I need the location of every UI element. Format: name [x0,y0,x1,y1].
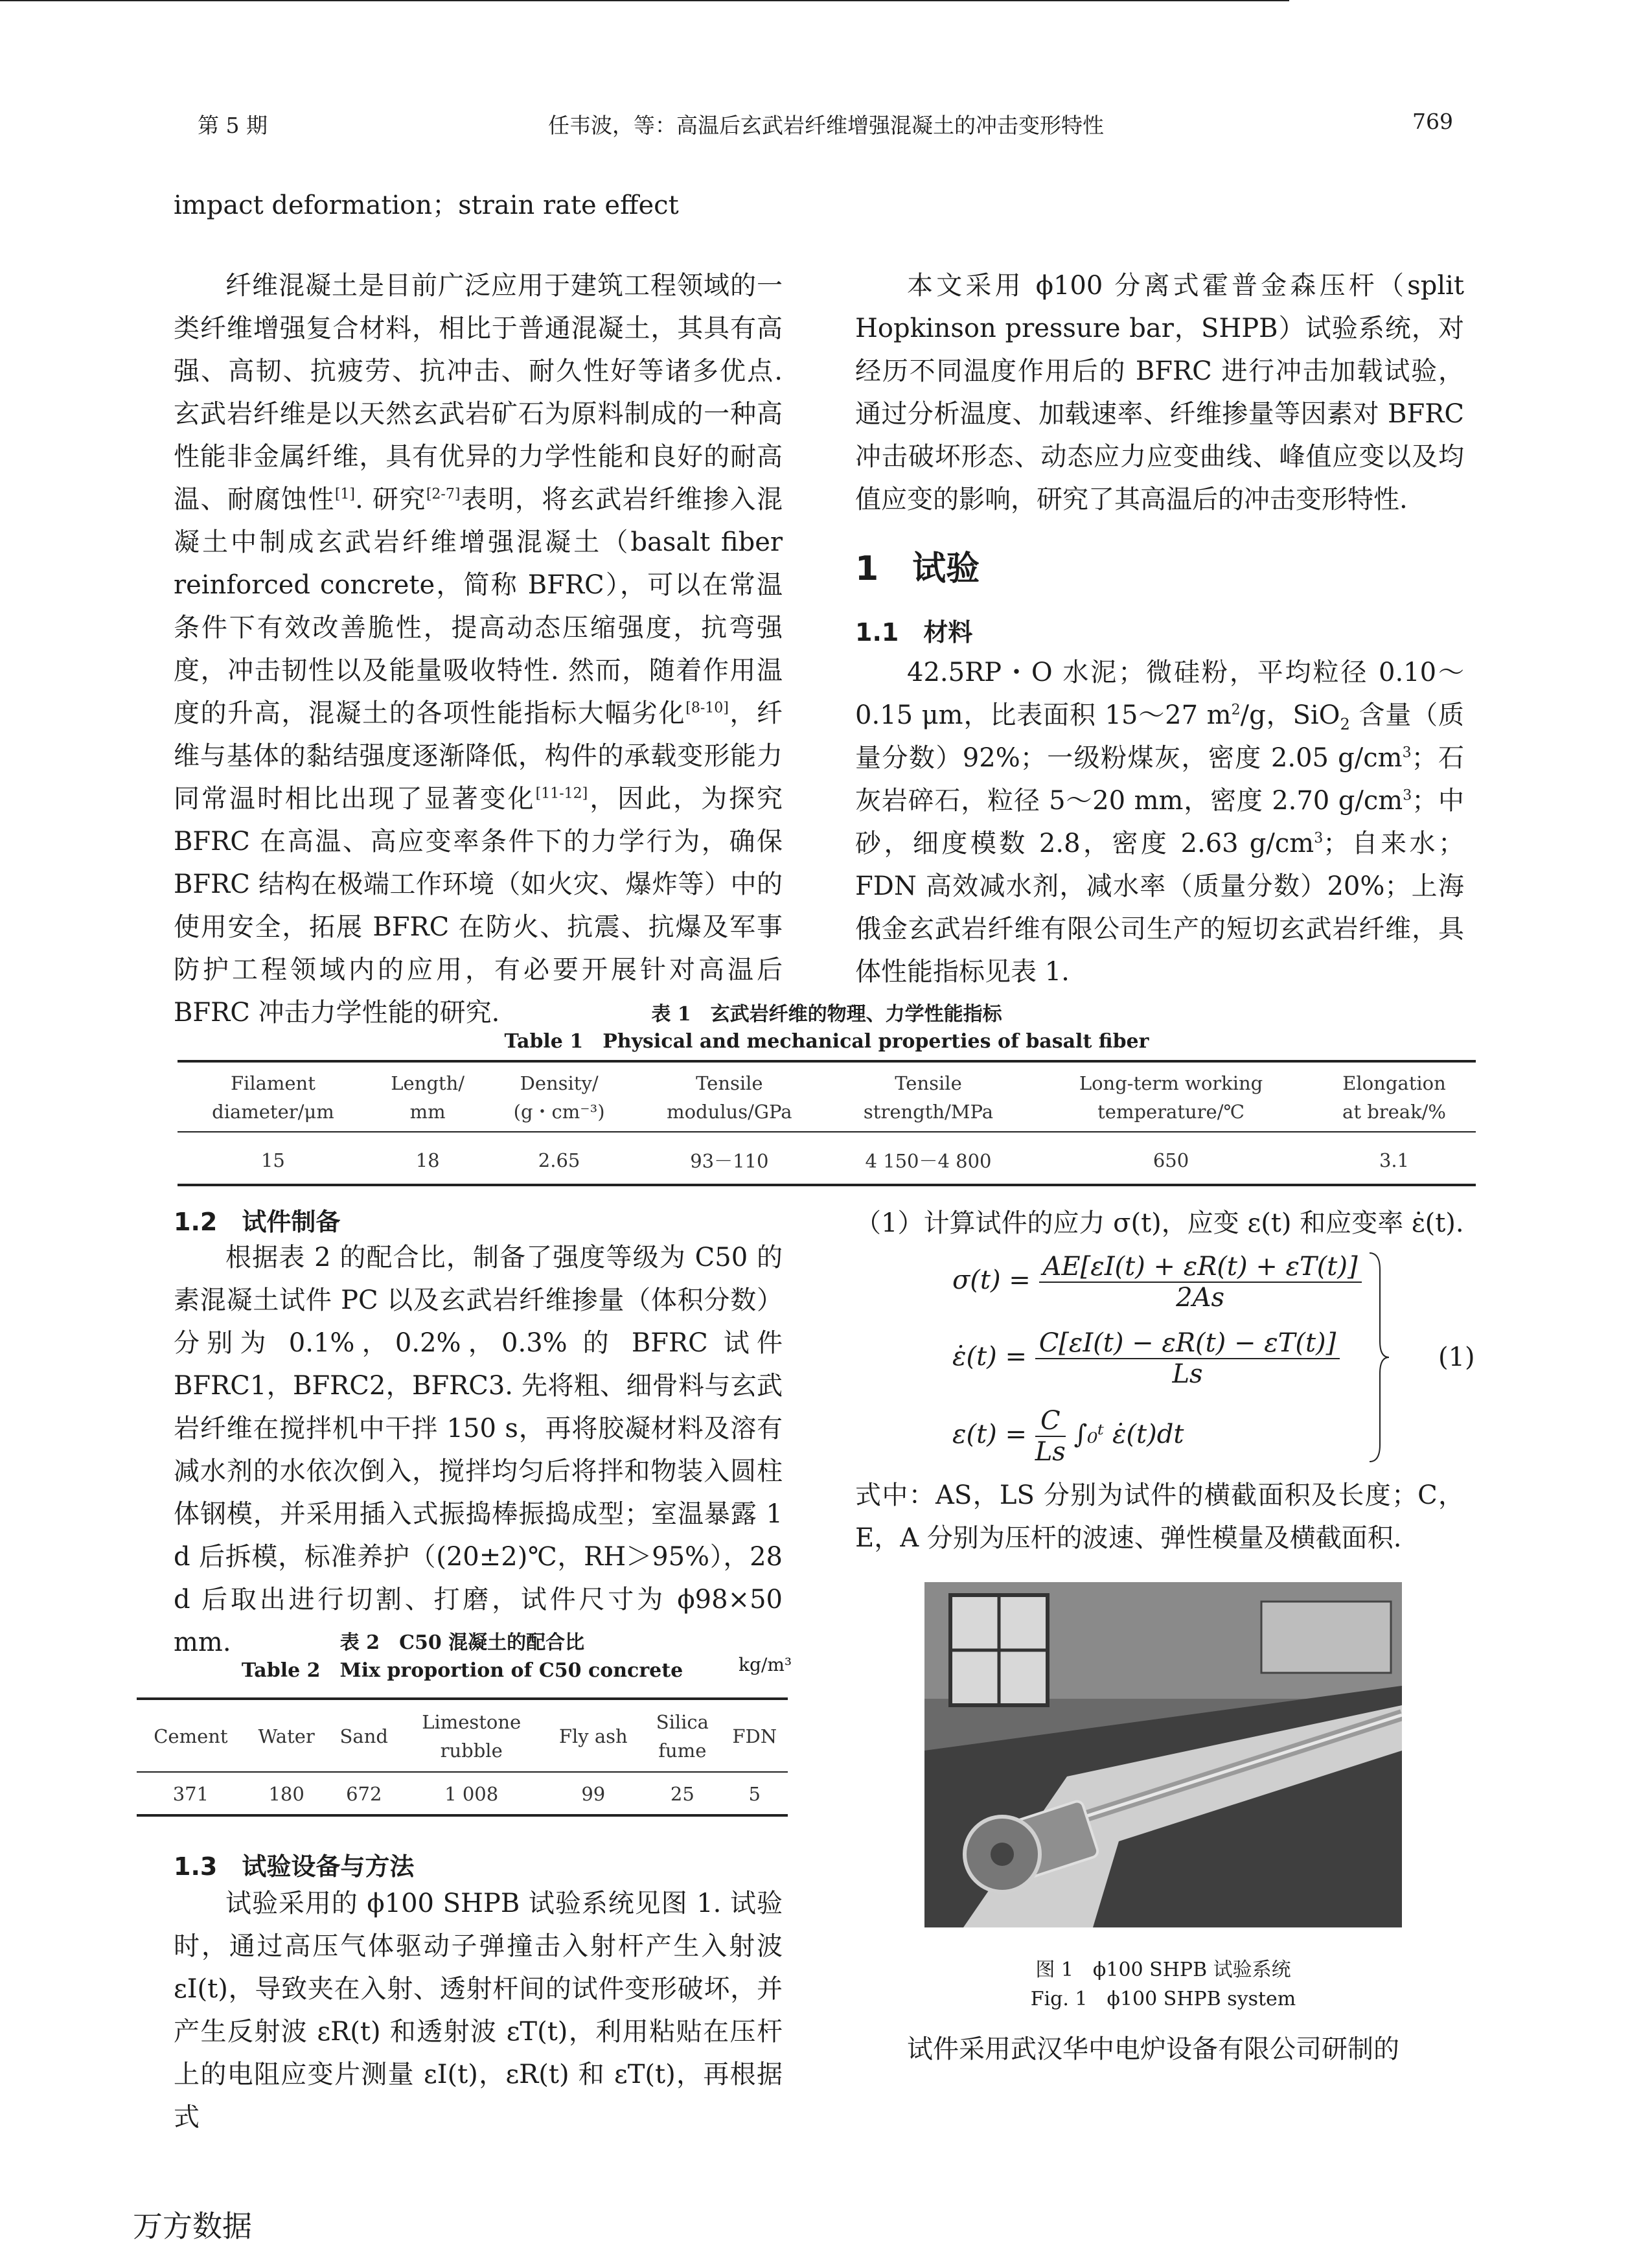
table-cell: 2.65 [487,1132,631,1185]
materials-text: /g，SiO [1240,700,1340,730]
table1-header-cell: Tensile strength/MPa [827,1061,1029,1132]
subscript: 2 [1340,715,1350,733]
intro-text: . 研究 [354,485,426,514]
table2-caption-cn: 表 2 C50 混凝土的配合比 [339,1631,585,1654]
eq-denominator: Ls [1035,1437,1066,1467]
table-cell: 3.1 [1313,1132,1476,1185]
table2-header-cell: Cement [137,1699,245,1772]
right-intro [855,264,1464,521]
preparation-text: 根据表 2 的配合比，制备了强度等级为 C50 的素混凝土试件 PC 以及玄武岩纤维掺量（体积分数）分别为 0.1%，0.2%，0.3% 的 BFRC 试件 BFRC1，BFRC2，BFRC3. 先将粗、细骨料与玄武岩纤维在搅拌机中干拌 150 s，再将胶凝材料及溶有减水剂的水依次倒入，搅拌均匀后将拌和物装入圆柱体钢模，并采用插入式振捣棒振捣成型；室温暴露 1 d 后拆模，标准养护（(20±2)℃，RH＞95%），28 d 后取出进行切割、打磨，试件尺寸为 ϕ98×50 mm. [174,1243,783,1657]
intro-text: ，纤维与基体的黏结强度逐渐降低，构件的承载变形能力同常温时相比出现了显著变化 [174,698,783,814]
superscript: 3 [1402,744,1412,761]
equation-brace [1367,1250,1393,1464]
running-head-issue: 第 5 期 [198,113,268,138]
table1-header-cell: Long-term working temperature/℃ [1029,1061,1313,1132]
eq-lhs: σ(t) = [952,1265,1031,1295]
table-cell: 18 [369,1132,487,1185]
equation-explanation [855,1474,1464,1559]
equation-stress [952,1252,1362,1313]
footer-watermark: 万方数据 [133,2209,252,2244]
table1-header-cell: Filament diameter/μm [178,1061,369,1132]
materials-text: 含量（质量分数）92%；一级粉煤灰，密度 2.05 g/cm [855,700,1464,773]
table2-header-cell: Fly ash [543,1699,643,1772]
table1-caption-en: Table 1 Physical and mechanical properties of basalt fiber [504,1030,1149,1053]
table2-unit: kg/m³ [739,1654,792,1675]
preparation-paragraph [174,1236,783,1664]
method-text: 试验采用的 ϕ100 SHPB 试验系统见图 1. 试验时，通过高压气体驱动子弹撞击入射杆产生入射波 εI(t)，导致夹在入射、透射杆间的试件变形破坏，并产生反射波 εR(t) 和透射波 εT(t)，利用粘贴在压杆上的电阻应变片测量 εI(t)，εR(t) 和 εT(t)，再根据式 [174,1889,783,2132]
eq-lhs: ε̇(t) = [952,1342,1027,1372]
citation: [2-7] [426,486,461,503]
table-row [178,1132,1476,1185]
table-cell: 650 [1029,1132,1313,1185]
eq-integral: ∫₀ᵗ ε̇(t)dt [1073,1420,1184,1449]
citation: [11-12] [535,785,588,802]
table1-header-cell: Tensile modulus/GPa [632,1061,827,1132]
right-tail [855,2028,1464,2071]
eq-lhs: ε(t) = [952,1420,1027,1449]
table2-header-cell: Limestone rubble [400,1699,543,1772]
equation-explanation-text: 式中：AS，LS 分别为试件的横截面积及长度；C，E，A 分别为压杆的波速、弹性模量及横截面积. [855,1480,1464,1553]
materials-paragraph [855,651,1464,993]
table1-caption-cn: 表 1 玄武岩纤维的物理、力学性能指标 [651,1003,1002,1026]
table-cell: 25 [643,1772,721,1815]
citation: [1] [334,486,355,503]
shpb-photo [924,1582,1402,1927]
section-1-heading: 1 试验 [855,549,980,588]
table2 [137,1697,788,1817]
citation: [8-10] [685,700,729,717]
materials-text: ；自来水；FDN 高效减水剂，减水率（质量分数）20%；上海俄金玄武岩纤维有限公司生产的短切玄武岩纤维，具体性能指标见表 1. [855,829,1465,987]
shpb-photo-illustration [924,1582,1402,1927]
table1-header-cell: Length/ mm [369,1061,487,1132]
table2-header-cell: FDN [721,1699,788,1772]
running-head-title: 任韦波，等：高温后玄武岩纤维增强混凝土的冲击变形特性 [548,113,1104,138]
eq-denominator: 2As [1176,1283,1224,1313]
intro-text: 纤维混凝土是目前广泛应用于建筑工程领域的一类纤维增强复合材料，相比于普通混凝土，其具有高强、高韧、抗疲劳、抗冲击、耐久性好等诸多优点. 玄武岩纤维是以天然玄武岩矿石为原料制成的一种高性能非金属纤维，具有优异的力学性能和良好的耐高温、耐腐蚀性 [174,271,783,514]
eq-numerator: AE[εI(t) + εR(t) + εT(t)] [1039,1252,1362,1283]
table-cell: 4 150－4 800 [827,1132,1029,1185]
table-cell: 672 [328,1772,400,1815]
table1-header-cell: Density/ (g・cm⁻³) [487,1061,631,1132]
intro-text: 表明，将玄武岩纤维掺入混凝土中制成玄武岩纤维增强混凝土（basalt fiber reinforced concrete，简称 BFRC），可以在常温条件下有效改善脆性，提高动态压缩强度，抗弯强度，冲击韧性以及能量吸收特性. 然而，随着作用温度的升高，混凝土的各项性能指标大幅劣化 [174,485,783,728]
calc-intro [855,1202,1464,1245]
superscript: 3 [1314,830,1324,847]
table-cell: 371 [137,1772,245,1815]
materials-text: ；石灰岩碎石，粒径 5～20 mm，密度 2.70 g/cm [855,743,1465,816]
section-1-1-heading: 1.1 材料 [855,618,973,647]
table-cell: 180 [245,1772,328,1815]
keywords-tail: impact deformation；strain rate effect [174,190,679,220]
calc-intro-text: （1）计算试件的应力 σ(t)，应变 ε(t) 和应变率 ε̇(t). [855,1208,1464,1238]
table-cell: 15 [178,1132,369,1185]
equation-number: (1) [1438,1342,1475,1372]
method-paragraph [174,1882,783,2139]
eq-denominator: Ls [1172,1359,1203,1389]
section-1-3-heading: 1.3 试验设备与方法 [174,1852,415,1881]
intro-paragraph [174,264,783,1034]
superscript: 3 [1403,787,1412,804]
table-row [137,1772,788,1815]
right-tail-text: 试件采用武汉华中电炉设备有限公司研制的 [907,2034,1399,2064]
page-number: 769 [1412,109,1453,134]
header-rule [0,0,1289,1]
right-intro-text: 本文采用 ϕ100 分离式霍普金森压杆（split Hopkinson pressure bar，SHPB）试验系统，对经历不同温度作用后的 BFRC 进行冲击加载试验，通过分析温度、加载速率、纤维掺量等因素对 BFRC 冲击破坏形态、动态应力应变曲线、峰值应变以及均值应变的影响，研究了其高温后的冲击变形特性. [855,271,1464,514]
table-cell: 99 [543,1772,643,1815]
table1 [178,1060,1476,1186]
table-cell: 93－110 [632,1132,827,1185]
table-cell: 5 [721,1772,788,1815]
figure1-caption-en: Fig. 1 ϕ100 SHPB system [1030,1988,1296,2010]
section-1-2-heading: 1.2 试件制备 [174,1208,341,1236]
table2-header-cell: Water [245,1699,328,1772]
table1-header-cell: Elongation at break/% [1313,1061,1476,1132]
superscript: 2 [1231,702,1241,719]
equation-strain-rate [952,1328,1340,1389]
materials-text: 42.5RP・O 水泥；微硅粉，平均粒径 0.10～0.15 μm，比表面积 15～27 m [855,658,1464,730]
materials-text: ；中砂，细度模数 2.8，密度 2.63 g/cm [855,786,1465,858]
intro-text: ，因此，为探究 BFRC 在高温、高应变率条件下的力学行为，确保 BFRC 结构在极端工作环境（如火灾、爆炸等）中的使用安全，拓展 BFRC 在防火、抗震、抗爆及军事防护工程领域内的应用，有必要开展针对高温后 BFRC 冲击力学性能的研究. [174,784,783,1028]
table2-header-cell: Sand [328,1699,400,1772]
eq-numerator: C[εI(t) − εR(t) − εT(t)] [1035,1328,1340,1359]
table2-header-cell: Silica fume [643,1699,721,1772]
table-cell: 1 008 [400,1772,543,1815]
equation-strain [952,1406,1184,1467]
table2-caption-en: Table 2 Mix proportion of C50 concrete [241,1659,683,1682]
figure1-caption-cn: 图 1 ϕ100 SHPB 试验系统 [1035,1959,1291,1981]
eq-numerator: C [1035,1406,1066,1437]
